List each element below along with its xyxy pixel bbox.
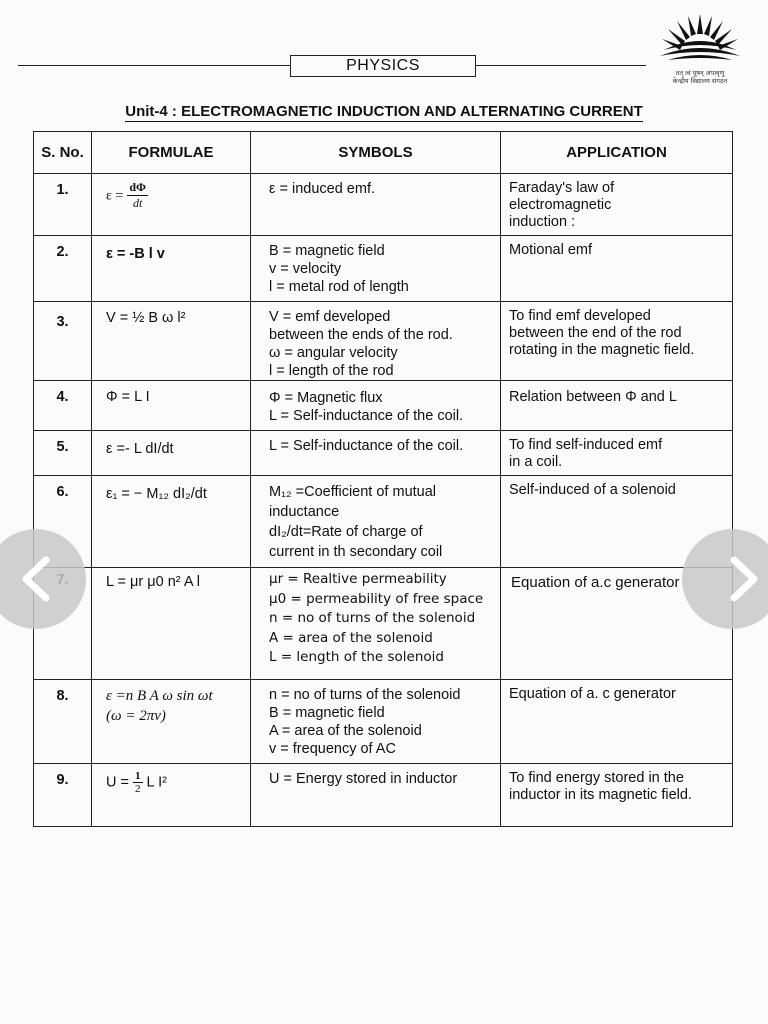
row-number: 9. bbox=[34, 764, 92, 827]
formula-prefix: ε = bbox=[106, 188, 124, 204]
column-header-sno: S. No. bbox=[34, 132, 92, 174]
symbol-line: V = emf developed bbox=[269, 309, 391, 325]
formula-fraction bbox=[127, 180, 148, 211]
application-line: Faraday's law of bbox=[509, 180, 615, 196]
application-line: Motional emf bbox=[509, 242, 593, 258]
symbol-line: current in th secondary coil bbox=[269, 544, 443, 560]
formula-cell bbox=[92, 381, 251, 431]
symbol-line: L = Self-inductance of the coil. bbox=[269, 438, 464, 454]
application-line: rotating in the magnetic field. bbox=[509, 342, 695, 358]
formula-text: L = μr μ0 n² A l bbox=[106, 574, 200, 590]
application-cell bbox=[501, 431, 733, 476]
symbol-line: v = velocity bbox=[269, 261, 342, 277]
formula-prefix: U = bbox=[106, 774, 129, 791]
logo-motto: तत् त्वं पूषन् अपावृणु bbox=[675, 69, 725, 77]
application-cell bbox=[501, 680, 733, 764]
formula-cell bbox=[92, 764, 251, 827]
fraction-numerator: dΦ bbox=[129, 180, 146, 194]
symbol-line: n = no of turns of the solenoid bbox=[269, 687, 461, 703]
formula-text: Φ = L I bbox=[106, 389, 150, 405]
row-number: 1. bbox=[34, 174, 92, 236]
symbol-line: n = no of turns of the solenoid bbox=[269, 610, 476, 626]
symbol-line: μ0 = permeability of free space bbox=[269, 590, 484, 607]
symbol-line: between the ends of the rod. bbox=[269, 327, 453, 343]
symbol-line: l = metal rod of length bbox=[269, 279, 409, 295]
table-header-row bbox=[34, 132, 733, 174]
symbols-cell bbox=[251, 302, 501, 381]
symbol-line: B = magnetic field bbox=[269, 243, 385, 259]
application-cell bbox=[501, 302, 733, 381]
header-rule-right bbox=[476, 65, 646, 66]
row-number: 8. bbox=[34, 680, 92, 764]
formula-text: ε =- L dI/dt bbox=[106, 441, 174, 457]
column-header-formulae: FORMULAE bbox=[92, 132, 251, 174]
symbol-line: v = frequency of AC bbox=[269, 741, 396, 757]
application-line: To find emf developed bbox=[509, 308, 651, 324]
row-number: 2. bbox=[34, 236, 92, 302]
application-line: Self-induced of a solenoid bbox=[509, 482, 676, 498]
symbol-line: M₁₂ =Coefficient of mutual bbox=[269, 484, 437, 500]
symbols-cell bbox=[251, 764, 501, 827]
formula-cell bbox=[92, 174, 251, 236]
table-row bbox=[34, 431, 733, 476]
symbol-line: ε = induced emf. bbox=[269, 181, 376, 197]
symbol-line: dI₂/dt=Rate of charge of bbox=[269, 524, 423, 540]
symbol-line: L = Self-inductance of the coil. bbox=[269, 408, 464, 424]
formula-cell bbox=[92, 476, 251, 568]
logo-org-name: केन्द्रीय विद्यालय संगठन bbox=[672, 77, 728, 85]
formula-fraction bbox=[133, 770, 143, 795]
symbols-cell bbox=[251, 174, 501, 236]
symbols-cell bbox=[251, 568, 501, 680]
header-rule-left bbox=[18, 65, 290, 66]
application-line: Equation of a.c generator bbox=[511, 574, 680, 591]
fraction-denominator: dt bbox=[132, 196, 143, 210]
symbol-line: ω = angular velocity bbox=[269, 345, 398, 361]
application-cell bbox=[501, 764, 733, 827]
symbol-line: Φ = Magnetic flux bbox=[269, 390, 383, 406]
application-line: Equation of a. c generator bbox=[509, 686, 676, 702]
row-number: 5. bbox=[34, 431, 92, 476]
symbol-line: μr = Realtive permeability bbox=[269, 571, 447, 587]
table-row bbox=[34, 764, 733, 827]
application-line: between the end of the rod bbox=[509, 325, 682, 341]
application-line: inductor in its magnetic field. bbox=[509, 787, 692, 803]
application-cell bbox=[501, 381, 733, 431]
symbol-line: inductance bbox=[269, 504, 340, 520]
symbol-line: l = length of the rod bbox=[269, 363, 394, 379]
chevron-left-icon bbox=[12, 554, 62, 604]
symbols-cell bbox=[251, 476, 501, 568]
formula-text: V = ½ B ω l² bbox=[106, 310, 186, 326]
table-row bbox=[34, 680, 733, 764]
fraction-denominator: 2 bbox=[135, 783, 141, 795]
row-number: 4. bbox=[34, 381, 92, 431]
fraction-numerator: 1 bbox=[135, 770, 141, 782]
formula-text: ε =n B A ω sin ωt bbox=[106, 688, 213, 704]
formula-table bbox=[33, 131, 733, 827]
formula-suffix: L I² bbox=[146, 774, 167, 791]
sunburst-logo-icon bbox=[650, 10, 750, 68]
formula-text: ε₁ = − M₁₂ dI₂/dt bbox=[106, 486, 207, 502]
table-row bbox=[34, 236, 733, 302]
table-row bbox=[34, 476, 733, 568]
symbols-cell bbox=[251, 236, 501, 302]
symbol-line: A = area of the solenoid bbox=[269, 629, 433, 646]
application-line: To find energy stored in the bbox=[509, 770, 684, 786]
formula-cell bbox=[92, 431, 251, 476]
formula-cell bbox=[92, 680, 251, 764]
symbol-line: A = area of the solenoid bbox=[269, 723, 422, 739]
application-line: To find self-induced emf bbox=[509, 437, 663, 453]
application-cell bbox=[501, 174, 733, 236]
row-number: 3. bbox=[34, 302, 92, 381]
unit-title: Unit-4 : ELECTROMAGNETIC INDUCTION AND ALTERNATING CURRENT bbox=[125, 103, 643, 120]
chevron-right-icon bbox=[718, 554, 768, 604]
symbols-cell bbox=[251, 680, 501, 764]
column-header-application: APPLICATION bbox=[501, 132, 733, 174]
application-line: induction : bbox=[509, 214, 576, 230]
row-number: 6. bbox=[34, 476, 92, 568]
table-row bbox=[34, 568, 733, 680]
formula-condition: (ω = 2πν) bbox=[106, 708, 166, 724]
application-cell bbox=[501, 236, 733, 302]
table-row bbox=[34, 174, 733, 236]
subject-title: PHYSICS bbox=[290, 55, 476, 77]
application-line: Relation between Φ and L bbox=[509, 389, 677, 405]
formula-cell bbox=[92, 568, 251, 680]
table-row bbox=[34, 381, 733, 431]
symbol-line: U = Energy stored in inductor bbox=[269, 771, 458, 787]
application-line: in a coil. bbox=[509, 454, 563, 470]
symbols-cell bbox=[251, 381, 501, 431]
application-line: electromagnetic bbox=[509, 197, 612, 213]
table-row bbox=[34, 302, 733, 381]
formula-cell bbox=[92, 302, 251, 381]
formula-cell bbox=[92, 236, 251, 302]
column-header-symbols: SYMBOLS bbox=[251, 132, 501, 174]
symbol-line: L = length of the solenoid bbox=[269, 649, 444, 665]
formula-text: ε = -B l v bbox=[106, 246, 165, 262]
kvs-logo bbox=[650, 10, 750, 88]
symbols-cell bbox=[251, 431, 501, 476]
symbol-line: B = magnetic field bbox=[269, 705, 385, 721]
